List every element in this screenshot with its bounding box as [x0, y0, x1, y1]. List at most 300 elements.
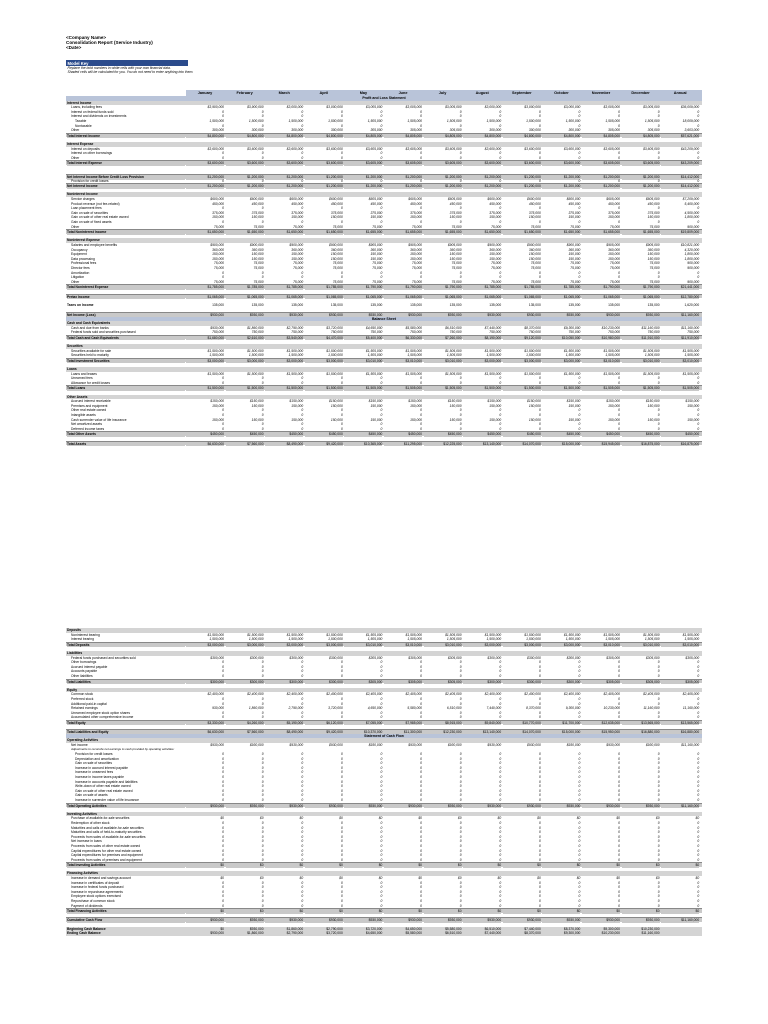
value-cell[interactable]: 1,505,000 [684, 637, 700, 642]
value-cell[interactable]: 0 [261, 155, 264, 160]
value-cell[interactable]: 0 [380, 270, 383, 275]
value-cell[interactable]: 750,000 [212, 330, 224, 335]
value-cell[interactable]: 0 [618, 825, 620, 830]
value-cell[interactable]: 0 [301, 788, 304, 793]
value-cell[interactable]: 0 [499, 779, 502, 784]
value-cell[interactable]: $930,000 [186, 804, 224, 809]
value-cell[interactable]: 0 [380, 412, 383, 417]
value-cell[interactable]: $12,635,000 [582, 721, 620, 726]
value-cell[interactable]: 360,000 [608, 247, 620, 252]
value-cell[interactable]: $2,400,000 [484, 692, 502, 697]
value-cell[interactable]: $4,800,000 [186, 134, 224, 139]
value-cell[interactable]: 0 [380, 820, 383, 825]
value-cell[interactable]: 0 [340, 889, 343, 894]
value-cell[interactable]: 0 [261, 820, 264, 825]
value-cell[interactable]: $5,580,000 [405, 931, 422, 936]
value-cell[interactable]: 0 [459, 889, 462, 894]
value-cell[interactable]: $15,000,000 [542, 730, 580, 735]
value-cell[interactable]: 0 [222, 715, 224, 720]
value-cell[interactable]: $2,405,000 [445, 692, 462, 697]
value-cell[interactable]: 0 [657, 710, 660, 715]
value-cell[interactable]: $450,000 [622, 432, 660, 437]
value-cell[interactable]: 0 [301, 376, 304, 381]
value-cell[interactable]: $1,065,000 [344, 295, 382, 300]
value-cell[interactable]: $930,000 [249, 742, 264, 747]
value-cell[interactable]: $1,500,000 [207, 348, 224, 353]
value-cell[interactable]: 0 [380, 178, 383, 183]
value-cell[interactable]: $3,605,000 [603, 146, 620, 151]
value-cell[interactable]: 0 [538, 660, 541, 665]
value-cell[interactable]: $8,370,000 [563, 926, 581, 931]
value-cell[interactable]: $13,140,000 [463, 730, 501, 735]
value-cell[interactable]: 135,000 [647, 302, 660, 307]
value-cell[interactable]: 0 [538, 765, 541, 770]
value-cell[interactable]: 0 [538, 123, 541, 128]
value-cell[interactable]: 0 [697, 903, 700, 908]
value-cell[interactable]: 150,000 [528, 403, 541, 408]
value-cell[interactable]: 0 [618, 885, 620, 890]
value-cell[interactable]: 0 [697, 825, 700, 830]
value-cell[interactable]: $930,000 [408, 742, 422, 747]
value-cell[interactable]: $300,000 [305, 680, 343, 685]
value-cell[interactable]: 0 [340, 903, 343, 908]
value-cell[interactable]: 0 [618, 408, 620, 413]
value-cell[interactable]: $10,230,000 [641, 926, 660, 931]
value-cell[interactable]: 75,000 [609, 261, 620, 266]
value-cell[interactable]: 0 [538, 853, 541, 858]
value-cell[interactable]: 0 [420, 275, 422, 280]
value-cell[interactable]: 0 [222, 770, 224, 775]
value-cell[interactable]: $3,000,000 [503, 643, 541, 648]
value-cell[interactable]: 0 [657, 109, 660, 114]
value-cell[interactable]: $16,875,000 [622, 442, 660, 447]
value-cell[interactable]: 75,000 [451, 261, 462, 266]
value-cell[interactable]: 1,500,000 [565, 637, 581, 642]
value-cell[interactable]: $15,950,000 [582, 730, 620, 735]
value-cell[interactable]: $150,000 [487, 399, 502, 404]
value-cell[interactable]: 0 [420, 178, 422, 183]
value-cell[interactable]: 150,000 [291, 256, 304, 261]
value-cell[interactable]: 0 [340, 664, 343, 669]
value-cell[interactable]: $0 [537, 816, 541, 821]
value-cell[interactable]: $2,405,000 [603, 692, 620, 697]
value-cell[interactable]: 150,000 [568, 417, 581, 422]
value-cell[interactable]: 1,500,000 [328, 353, 343, 358]
value-cell[interactable]: $10,770,000 [503, 721, 541, 726]
value-cell[interactable]: $15,000,000 [542, 442, 580, 447]
value-cell[interactable]: 150,000 [568, 215, 581, 220]
value-cell[interactable]: $1,785,000 [463, 285, 501, 290]
value-cell[interactable]: 0 [261, 775, 264, 779]
value-cell[interactable]: 0 [618, 761, 620, 766]
value-cell[interactable]: 0 [459, 752, 462, 757]
value-cell[interactable]: 0 [499, 853, 502, 858]
value-cell[interactable]: 0 [340, 899, 343, 904]
value-cell[interactable]: 0 [538, 220, 541, 225]
value-cell[interactable]: 0 [420, 696, 422, 701]
value-cell[interactable]: $1,655,000 [344, 230, 382, 235]
value-cell[interactable]: $0 [655, 876, 660, 881]
value-cell[interactable]: 135,000 [528, 302, 541, 307]
value-cell[interactable]: $6,630,000 [186, 442, 224, 447]
value-cell[interactable]: 0 [301, 779, 304, 784]
value-cell[interactable]: $36,009,000 [680, 105, 700, 110]
value-cell[interactable]: 450,000 [370, 201, 383, 206]
value-cell[interactable]: 0 [538, 178, 541, 183]
value-cell[interactable]: $1,065,000 [542, 295, 580, 300]
value-cell[interactable]: $930,000 [210, 325, 224, 330]
value-cell[interactable]: $600,000 [329, 197, 343, 202]
value-cell[interactable]: $3,600,000 [247, 146, 264, 151]
value-cell[interactable]: 450,000 [449, 201, 462, 206]
value-cell[interactable]: $0 [220, 876, 224, 881]
value-cell[interactable]: 375,000 [489, 210, 502, 215]
value-cell[interactable]: 0 [499, 669, 502, 674]
value-cell[interactable]: $16,880,000 [661, 730, 699, 735]
value-cell[interactable]: 0 [301, 830, 304, 835]
value-cell[interactable]: 0 [459, 270, 462, 275]
value-cell[interactable]: $3,010,000 [344, 359, 382, 364]
value-cell[interactable]: 0 [499, 797, 502, 802]
value-cell[interactable]: 0 [538, 380, 541, 385]
value-cell[interactable]: 0 [459, 784, 462, 789]
value-cell[interactable]: 0 [538, 825, 541, 830]
value-cell[interactable]: 0 [301, 752, 304, 757]
value-cell[interactable]: 0 [340, 770, 343, 775]
value-cell[interactable]: $11,160,000 [661, 313, 699, 318]
value-cell[interactable]: 75,000 [372, 224, 383, 229]
value-cell[interactable]: 0 [222, 412, 224, 417]
value-cell[interactable]: $1,065,000 [384, 295, 422, 300]
value-cell[interactable]: 0 [499, 114, 502, 119]
value-cell[interactable]: 0 [578, 793, 581, 798]
value-cell[interactable]: $4,650,000 [405, 926, 422, 931]
value-cell[interactable]: 0 [657, 206, 660, 211]
value-cell[interactable]: $930,000 [210, 742, 224, 747]
value-cell[interactable]: 0 [459, 853, 462, 858]
value-cell[interactable]: 0 [459, 426, 462, 431]
value-cell[interactable]: $11,300,000 [384, 730, 422, 735]
value-cell[interactable]: 0 [301, 894, 304, 899]
value-cell[interactable]: 0 [657, 426, 660, 431]
value-cell[interactable]: 1,800,000 [684, 215, 700, 220]
value-cell[interactable]: 0 [459, 206, 462, 211]
value-cell[interactable]: 0 [459, 220, 462, 225]
value-cell[interactable]: $3,605,000 [643, 146, 660, 151]
value-cell[interactable]: $0 [542, 863, 580, 868]
value-cell[interactable]: 0 [222, 903, 224, 908]
value-cell[interactable]: 135,000 [370, 302, 383, 307]
value-cell[interactable]: 0 [222, 123, 224, 128]
value-cell[interactable]: 0 [538, 848, 541, 853]
value-cell[interactable]: 0 [538, 408, 541, 413]
value-cell[interactable]: 0 [618, 839, 620, 844]
value-cell[interactable]: $3,600,000 [207, 146, 224, 151]
value-cell[interactable]: 0 [420, 710, 422, 715]
value-cell[interactable]: $11,910,000 [622, 336, 660, 341]
value-cell[interactable]: 0 [657, 155, 660, 160]
value-cell[interactable]: 0 [301, 660, 304, 665]
value-cell[interactable]: $930,000 [542, 918, 580, 923]
value-cell[interactable]: 0 [657, 848, 660, 853]
value-cell[interactable]: 900,000 [687, 279, 700, 284]
value-cell[interactable]: 0 [697, 775, 700, 779]
value-cell[interactable]: 0 [222, 752, 224, 757]
value-cell[interactable]: $3,720,000 [326, 325, 343, 330]
value-cell[interactable]: 0 [538, 715, 541, 720]
value-cell[interactable]: 0 [657, 673, 660, 678]
value-cell[interactable]: 0 [301, 857, 304, 862]
value-cell[interactable]: $900,000 [289, 243, 304, 247]
value-cell[interactable]: 0 [261, 380, 264, 385]
value-cell[interactable]: $0 [661, 863, 699, 868]
value-cell[interactable]: $930,000 [210, 931, 224, 936]
value-cell[interactable]: 0 [380, 885, 383, 890]
value-cell[interactable]: $1,200,000 [424, 184, 462, 189]
value-cell[interactable]: 0 [420, 889, 422, 894]
value-cell[interactable]: $3,010,000 [622, 359, 660, 364]
value-cell[interactable]: 0 [222, 765, 224, 770]
value-cell[interactable]: 3,603,000 [684, 128, 700, 133]
value-cell[interactable]: 0 [222, 775, 224, 779]
value-cell[interactable]: 0 [420, 779, 422, 784]
value-cell[interactable]: 1,505,000 [407, 118, 422, 123]
value-cell[interactable]: 0 [420, 664, 422, 669]
value-cell[interactable]: 0 [222, 788, 224, 793]
value-cell[interactable]: 0 [380, 830, 383, 835]
value-cell[interactable]: 150,000 [647, 417, 660, 422]
value-cell[interactable]: 0 [420, 825, 422, 830]
value-cell[interactable]: 0 [697, 770, 700, 775]
value-cell[interactable]: 0 [697, 779, 700, 784]
value-cell[interactable]: 0 [618, 830, 620, 835]
value-cell[interactable]: 360,000 [370, 247, 383, 252]
value-cell[interactable]: 360,000 [410, 247, 422, 252]
value-cell[interactable]: 0 [459, 123, 462, 128]
value-cell[interactable]: $10,050,000 [542, 336, 580, 341]
value-cell[interactable]: $0 [622, 909, 660, 914]
value-cell[interactable]: $605,000 [606, 197, 620, 202]
value-cell[interactable]: $930,000 [622, 313, 660, 318]
value-cell[interactable]: 0 [697, 765, 700, 770]
value-cell[interactable]: 135,000 [330, 302, 343, 307]
value-cell[interactable]: $930,000 [329, 742, 343, 747]
value-cell[interactable]: 75,000 [372, 261, 383, 266]
value-cell[interactable]: $0 [220, 926, 224, 931]
value-cell[interactable]: 0 [420, 843, 422, 848]
value-cell[interactable]: 0 [459, 880, 462, 885]
value-cell[interactable]: 0 [578, 151, 581, 156]
value-cell[interactable]: $1,785,000 [542, 285, 580, 290]
value-cell[interactable]: 150,000 [370, 417, 383, 422]
value-cell[interactable]: $6,510,000 [445, 325, 462, 330]
value-cell[interactable]: $0 [537, 876, 541, 881]
value-cell[interactable]: 1,500,000 [328, 118, 343, 123]
value-cell[interactable]: $0 [259, 876, 264, 881]
value-cell[interactable]: 0 [301, 770, 304, 775]
value-cell[interactable]: 0 [459, 843, 462, 848]
value-cell[interactable]: 0 [538, 422, 541, 427]
value-cell[interactable]: $3,600,000 [305, 161, 343, 166]
value-cell[interactable]: 150,000 [212, 256, 224, 261]
value-cell[interactable]: $900,000 [210, 243, 224, 247]
value-cell[interactable]: $3,005,000 [603, 105, 620, 110]
value-cell[interactable]: $0 [259, 816, 264, 821]
value-cell[interactable]: $305,000 [622, 680, 660, 685]
value-cell[interactable]: 1,500,000 [209, 118, 224, 123]
value-cell[interactable]: $1,200,000 [305, 175, 343, 180]
value-cell[interactable]: $900,000 [527, 243, 541, 247]
value-cell[interactable]: 0 [222, 660, 224, 665]
value-cell[interactable]: 0 [618, 880, 620, 885]
value-cell[interactable]: $19,809,000 [661, 230, 699, 235]
value-cell[interactable]: 75,000 [213, 279, 224, 284]
value-cell[interactable]: $1,200,000 [622, 184, 660, 189]
value-cell[interactable]: 150,000 [647, 252, 660, 257]
value-cell[interactable]: $305,000 [582, 680, 620, 685]
value-cell[interactable]: 0 [459, 765, 462, 770]
value-cell[interactable]: 0 [261, 843, 264, 848]
value-cell[interactable]: 0 [657, 784, 660, 789]
value-cell[interactable]: 750,000 [449, 330, 462, 335]
value-cell[interactable]: 0 [222, 894, 224, 899]
value-cell[interactable]: $1,500,000 [286, 348, 304, 353]
value-cell[interactable]: 0 [657, 664, 660, 669]
value-cell[interactable]: $1,200,000 [265, 175, 303, 180]
value-cell[interactable]: $4,800,000 [503, 134, 541, 139]
value-cell[interactable]: 0 [499, 899, 502, 904]
value-cell[interactable]: 0 [340, 765, 343, 770]
value-cell[interactable]: 0 [261, 669, 264, 674]
value-cell[interactable]: 0 [459, 779, 462, 784]
value-cell[interactable]: $450,000 [503, 432, 541, 437]
value-cell[interactable]: 0 [340, 784, 343, 789]
value-cell[interactable]: $0 [457, 816, 462, 821]
value-cell[interactable]: 0 [222, 206, 224, 211]
value-cell[interactable]: 0 [578, 109, 581, 114]
value-cell[interactable]: 0 [380, 696, 383, 701]
value-cell[interactable]: 750,000 [291, 330, 304, 335]
value-cell[interactable]: $1,790,000 [424, 285, 462, 290]
value-cell[interactable]: 0 [499, 220, 502, 225]
value-cell[interactable]: 5,580,000 [407, 706, 422, 711]
value-cell[interactable]: 0 [301, 155, 304, 160]
value-cell[interactable]: 0 [538, 784, 541, 789]
value-cell[interactable]: 0 [380, 825, 383, 830]
value-cell[interactable]: $930,000 [606, 742, 620, 747]
value-cell[interactable]: $305,000 [661, 680, 699, 685]
value-cell[interactable]: $1,790,000 [384, 285, 422, 290]
value-cell[interactable]: 0 [222, 839, 224, 844]
value-cell[interactable]: 0 [499, 880, 502, 885]
value-cell[interactable]: 0 [261, 894, 264, 899]
value-cell[interactable]: 0 [420, 123, 422, 128]
value-cell[interactable]: $930,000 [226, 313, 264, 318]
value-cell[interactable]: $3,600,000 [463, 161, 501, 166]
value-cell[interactable]: 0 [222, 885, 224, 890]
value-cell[interactable]: 0 [420, 426, 422, 431]
value-cell[interactable]: $1,065,000 [463, 295, 501, 300]
value-cell[interactable]: 0 [261, 715, 264, 720]
value-cell[interactable]: 75,000 [293, 261, 304, 266]
value-cell[interactable]: 0 [340, 426, 343, 431]
value-cell[interactable]: 0 [222, 696, 224, 701]
value-cell[interactable]: 0 [499, 109, 502, 114]
value-cell[interactable]: 0 [697, 784, 700, 789]
value-cell[interactable]: $1,790,000 [344, 285, 382, 290]
value-cell[interactable]: 0 [301, 880, 304, 885]
value-cell[interactable]: 0 [618, 779, 620, 784]
value-cell[interactable]: 0 [340, 669, 343, 674]
value-cell[interactable]: 75,000 [609, 279, 620, 284]
value-cell[interactable]: 0 [697, 761, 700, 766]
value-cell[interactable]: 0 [380, 788, 383, 793]
value-cell[interactable]: 0 [420, 839, 422, 844]
value-cell[interactable]: 0 [697, 664, 700, 669]
value-cell[interactable]: 0 [380, 899, 383, 904]
value-cell[interactable]: $600,000 [249, 197, 264, 202]
value-cell[interactable]: 0 [420, 752, 422, 757]
value-cell[interactable]: $1,500,000 [226, 386, 264, 391]
value-cell[interactable]: 0 [538, 857, 541, 862]
value-cell[interactable]: 0 [618, 155, 620, 160]
value-cell[interactable]: 0 [538, 903, 541, 908]
value-cell[interactable]: $4,800,000 [463, 134, 501, 139]
value-cell[interactable]: 0 [578, 701, 581, 706]
value-cell[interactable]: $930,000 [424, 918, 462, 923]
value-cell[interactable]: $1,500,000 [247, 632, 264, 637]
value-cell[interactable]: $905,000 [645, 243, 660, 247]
value-cell[interactable]: 0 [340, 793, 343, 798]
value-cell[interactable]: $600,000 [210, 197, 224, 202]
value-cell[interactable]: 450,000 [410, 201, 422, 206]
value-cell[interactable]: 305,000 [647, 128, 660, 133]
value-cell[interactable]: 0 [261, 830, 264, 835]
value-cell[interactable]: 0 [261, 660, 264, 665]
value-cell[interactable]: 0 [261, 784, 264, 789]
value-cell[interactable]: 150,000 [528, 417, 541, 422]
value-cell[interactable]: 0 [538, 830, 541, 835]
value-cell[interactable]: 0 [420, 857, 422, 862]
value-cell[interactable]: 0 [578, 839, 581, 844]
value-cell[interactable]: $3,000,000 [326, 105, 343, 110]
value-cell[interactable]: 0 [499, 903, 502, 908]
value-cell[interactable]: $150,000 [249, 399, 264, 404]
value-cell[interactable]: $8,370,000 [524, 931, 541, 936]
value-cell[interactable]: 0 [380, 894, 383, 899]
value-cell[interactable]: $5,190,000 [265, 721, 303, 726]
value-cell[interactable]: 150,000 [568, 403, 581, 408]
value-cell[interactable]: 0 [301, 178, 304, 183]
value-cell[interactable]: 0 [261, 426, 264, 431]
value-cell[interactable]: 0 [261, 885, 264, 890]
value-cell[interactable]: $150,000 [527, 399, 541, 404]
value-cell[interactable]: 0 [301, 426, 304, 431]
value-cell[interactable]: 0 [459, 820, 462, 825]
value-cell[interactable]: 360,000 [212, 247, 224, 252]
value-cell[interactable]: 0 [578, 380, 581, 385]
value-cell[interactable]: 0 [657, 422, 660, 427]
value-cell[interactable]: 0 [261, 710, 264, 715]
value-cell[interactable]: 0 [261, 899, 264, 904]
value-cell[interactable]: $1,200,000 [503, 184, 541, 189]
value-cell[interactable]: 0 [657, 151, 660, 156]
value-cell[interactable]: 0 [420, 830, 422, 835]
value-cell[interactable]: $1,505,000 [603, 348, 620, 353]
value-cell[interactable]: 0 [697, 270, 700, 275]
value-cell[interactable]: 0 [657, 834, 660, 839]
value-cell[interactable]: $10,365,000 [344, 442, 382, 447]
